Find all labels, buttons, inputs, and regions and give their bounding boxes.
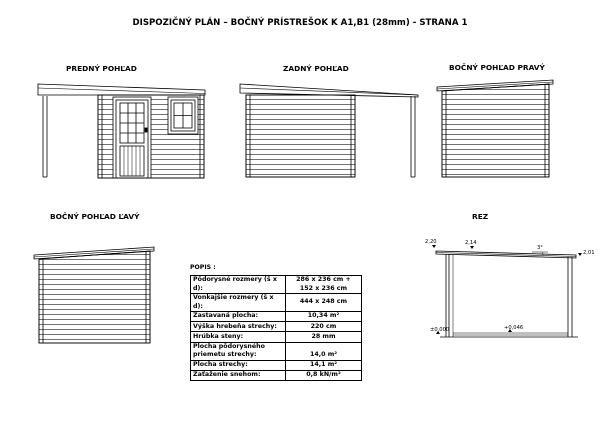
popis-table [190, 275, 362, 381]
popis-row [191, 370, 362, 380]
popis-heading: POPIS : [190, 264, 216, 271]
window-drawing [168, 97, 198, 134]
popis-label: Hrúbka steny: [191, 332, 286, 342]
popis-label: Výška hrebeňa strechy: [191, 322, 286, 332]
popis-value: 286 x 236 cm + 152 x 236 cm [286, 276, 362, 294]
popis-row [191, 294, 362, 312]
level-right: 2,01 [583, 250, 595, 256]
popis-value: 14,1 m² [286, 360, 362, 370]
popis-label: Vonkajšie rozmery (š x d): [191, 294, 286, 312]
slope-label: 3° [537, 245, 543, 251]
popis-row [191, 360, 362, 370]
popis-value: 444 x 248 cm [286, 294, 362, 312]
left-view-drawing [34, 247, 154, 343]
popis-value: 10,34 m² [286, 312, 362, 322]
popis-label: Zastavaná plocha: [191, 312, 286, 322]
right-view-drawing [437, 80, 553, 177]
popis-row [191, 332, 362, 342]
popis-row [191, 342, 362, 360]
popis-label: Plocha strechy: [191, 360, 286, 370]
popis-value: 220 cm [286, 322, 362, 332]
front-view-drawing [38, 84, 205, 178]
section-drawing [432, 245, 582, 337]
popis-row [191, 322, 362, 332]
popis-row [191, 312, 362, 322]
back-view-label: ZADNÝ POHĽAD [283, 64, 349, 73]
level-bottom-mid: +0,046 [504, 325, 524, 331]
page-title: DISPOZIČNÝ PLÁN – BOČNÝ PRÍSTREŠOK K A1,B1 (28mm) - STRANA 1 [132, 18, 468, 28]
section-view-label: REZ [472, 212, 489, 221]
level-top-left: 2,20 [425, 239, 437, 245]
left-view-label: BOČNÝ POHĽAD ĽAVÝ [50, 212, 140, 221]
popis-value: 14,0 m² [286, 342, 362, 360]
front-view-label: PREDNÝ POHĽAD [66, 64, 137, 73]
popis-value: 0,8 kN/m² [286, 370, 362, 380]
right-view-label: BOČNÝ POHĽAD PRAVÝ [449, 63, 545, 72]
popis-value: 28 mm [286, 332, 362, 342]
popis-label: Pôdorysné rozmery (š x d): [191, 276, 286, 294]
popis-label: Plocha pôdorysného priemetu strechy: [191, 342, 286, 360]
door-drawing [113, 97, 151, 178]
popis-row [191, 276, 362, 294]
popis-label: Zaťaženie snehom: [191, 370, 286, 380]
back-view-drawing [240, 84, 418, 177]
level-top-mid: 2,14 [465, 240, 477, 246]
level-bottom-left: ±0,000 [430, 327, 450, 333]
